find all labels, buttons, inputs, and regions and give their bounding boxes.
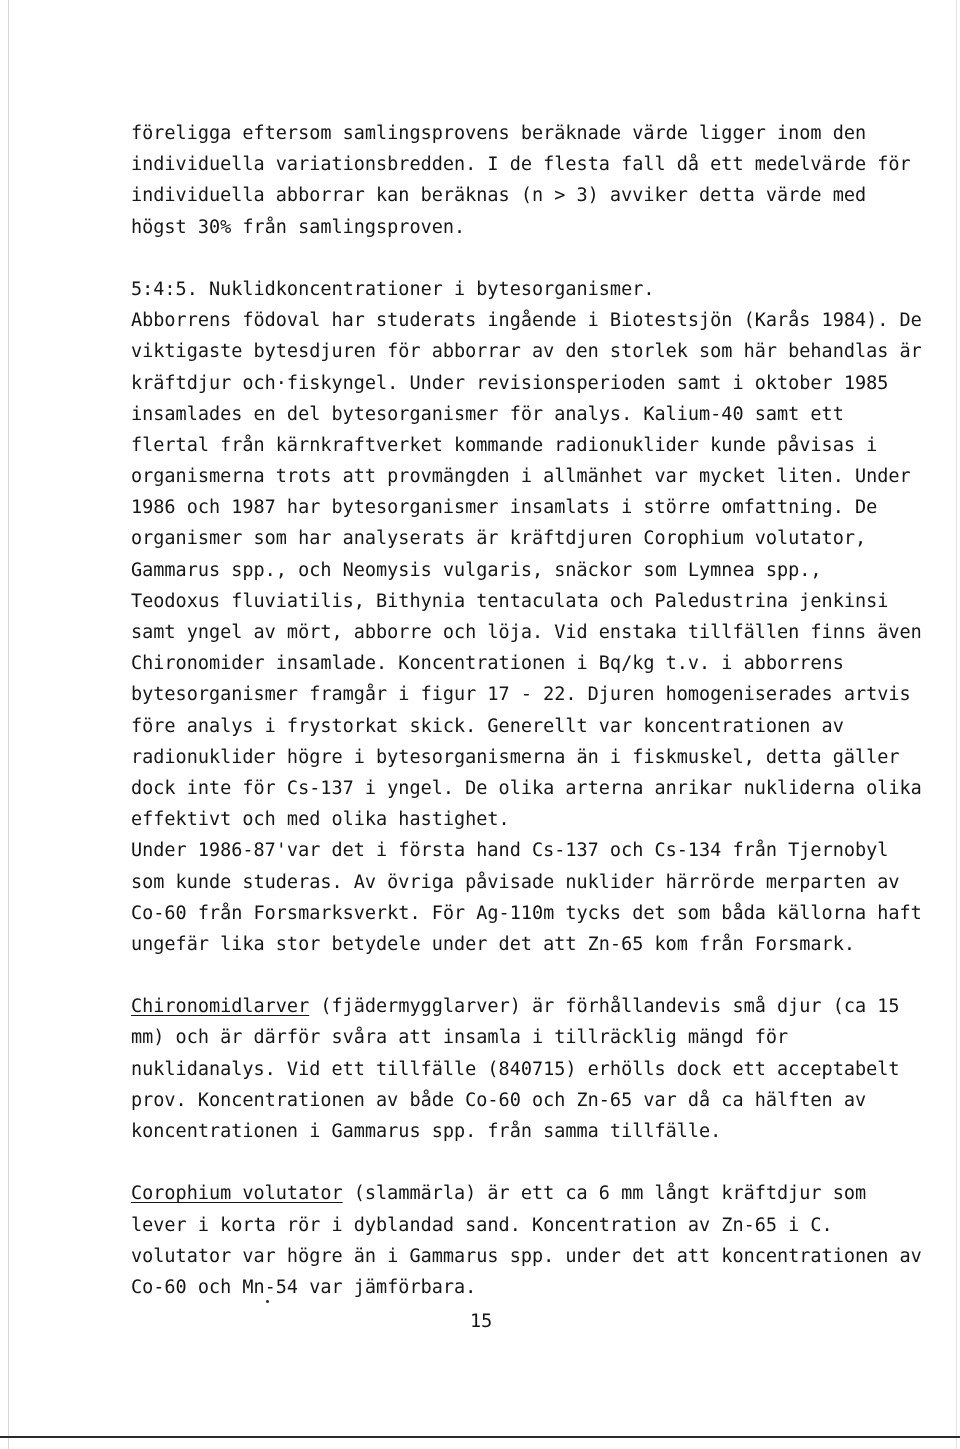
text-line: som kunde studeras. Av övriga påvisade nuklider härrörde merparten av [131,871,900,893]
paragraph-gap [131,960,851,991]
text-line: Chironomider insamlade. Koncentrationen i Bq/kg t.v. i abborrens [131,653,844,675]
text-line: dock inte för Cs-137 i yngel. De olika arterna anrikar nukliderna olika [131,777,922,799]
scan-speck [266,1300,269,1303]
scan-bottom-edge [0,1436,960,1438]
text-line: före analys i frystorkat skick. Generellt var koncentrationen av [131,715,844,737]
paragraph-corophium [131,1178,922,1303]
text-line: prov. Koncentrationen av både Co-60 och Zn-65 var då ca hälften av [131,1089,867,1111]
text-line: föreligga eftersom samlingsprovens beräknade värde ligger inom den [131,123,867,144]
text-line: Co-60 och Mn-54 var jämförbara. [131,1276,477,1298]
text-line: Under 1986-87'var det i första hand Cs-137 och Cs-134 från Tjernobyl [131,840,889,862]
text-line: nuklidanalys. Vid ett tillfälle (840715) erhölls dock ett acceptabelt [131,1058,900,1080]
text-line: individuella abborrar kan beräknas (n > 3) avviker detta värde med [131,185,867,207]
text-line: mm) och är därför svåra att insamla i tillräcklig mängd för [131,1027,789,1049]
text-line: insamlades en del bytesorganismer för analys. Kalium-40 samt ett [131,403,844,425]
text-line: Gammarus spp., och Neomysis vulgaris, snäckor som Lymnea spp., [131,559,822,581]
text-line: samt yngel av mört, abborre och löja. Vid enstaka tillfällen finns även [131,622,922,643]
text-fragment: (fjädermygglarver) är förhållandevis små djur (ca 15 [309,996,900,1018]
text-line: koncentrationen i Gammarus spp. från samma tillfälle. [131,1121,722,1142]
document-body [131,118,922,1303]
text-line: organismerna trots att provmängden i allmänhet var mycket liten. Under [131,466,911,488]
text-line [131,991,900,1022]
text-line: volutator var högre än i Gammarus spp. under det att koncentrationen av [131,1245,922,1267]
paragraph-gap [131,243,851,274]
paragraph-gap [131,1147,851,1178]
text-line: bytesorganismer framgår i figur 17 - 22. Djuren homogeniserades artvis [131,684,911,706]
text-line: radionuklider högre i bytesorganismerna än i fiskmuskel, detta gäller [131,746,900,768]
text-line: Abborrens födoval har studerats ingående i Biotestsjön (Karås 1984). De [131,310,922,332]
text-line: individuella variationsbredden. I de flesta fall då ett medelvärde för [131,154,911,176]
paragraph-variation [131,118,911,243]
scan-edge-left [8,0,9,1449]
text-line: organismer som har analyserats är kräftdjuren Corophium volutator, [131,528,867,550]
text-line: Teodoxus fluviatilis, Bithynia tentaculata och Paledustrina jenkinsi [131,590,889,612]
text-line: Co-60 från Forsmarksverkt. För Ag-110m tycks det som båda källorna haft [131,902,922,924]
species-term: Corophium volutator [131,1183,343,1205]
text-line: ungefär lika stor betydele under det att Zn-65 kom från Forsmark. [131,933,855,955]
section-heading: 5:4:5. Nuklidkoncentrationer i bytesorganismer. [131,278,655,300]
paragraph-prey-organisms [131,305,922,960]
text-line [131,1178,867,1209]
paragraph-chironomid [131,991,900,1147]
species-term: Chironomidlarver [131,996,310,1018]
text-fragment: (slammärla) är ett ca 6 mm långt kräftdjur som [342,1183,867,1205]
text-line: effektivt och med olika hastighet. [131,809,510,831]
text-line: högst 30% från samlingsproven. [131,216,466,238]
scan-edge-right [956,0,957,1449]
text-line: 1986 och 1987 har bytesorganismer insamlats i större omfattning. De [131,497,878,519]
text-line: viktigaste bytesdjuren för abborrar av den storlek som här behandlas är [131,341,922,363]
text-line: flertal från kärnkraftverket kommande radionuklider kunde påvisas i [131,434,878,456]
text-line: kräftdjur och·fiskyngel. Under revisionsperioden samt i oktober 1985 [131,372,889,394]
text-line: lever i korta rör i dyblandad sand. Koncentration av Zn-65 i C. [131,1214,833,1236]
page-number: 15 [470,1311,493,1332]
